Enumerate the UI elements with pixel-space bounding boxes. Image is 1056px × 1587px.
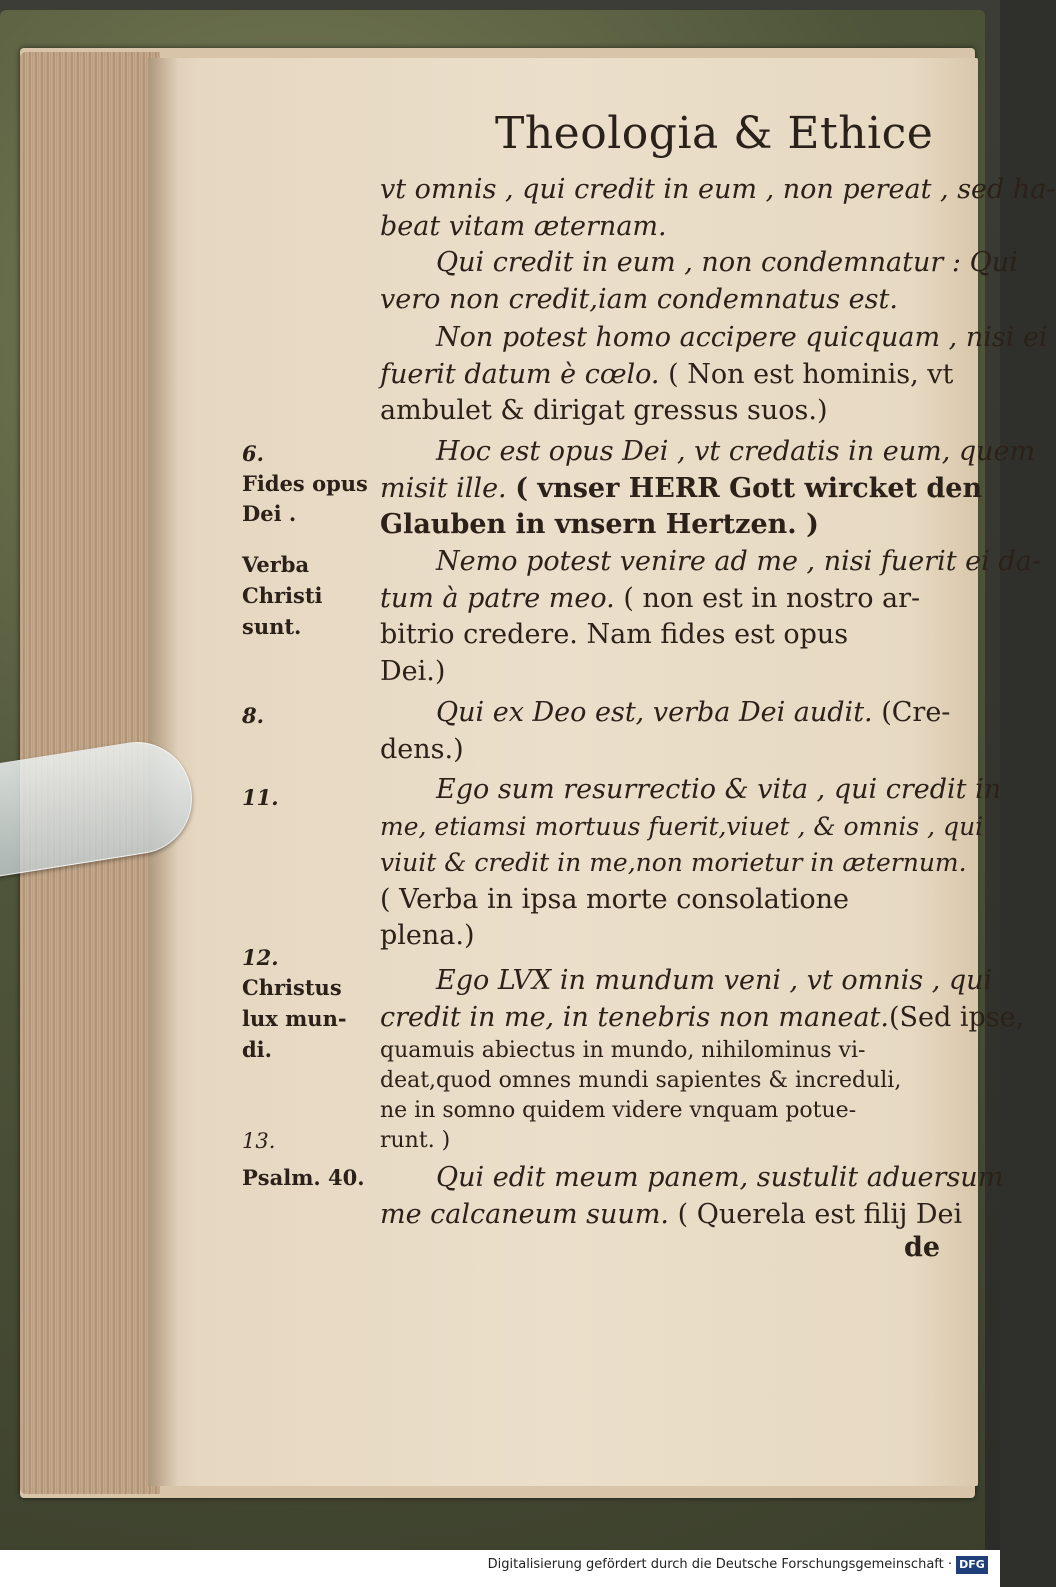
text-line: Ego sum resurrectio & vita , qui credit in [436,774,1002,805]
text-line: beat vitam æternam. [380,210,667,242]
text-line: plena.) [380,920,475,951]
text-line: Dei.) [380,655,446,687]
paragraph [380,320,1048,430]
text-line [380,581,938,618]
text-line: ambulet & dirigat gressus suos.) [380,395,828,426]
margin-note: sunt. [242,614,302,639]
paragraph [380,963,1025,1156]
margin-note: Dei . [242,501,297,526]
text-fragment: ( non est in nostro ar- [623,582,921,614]
paragraph [380,695,951,768]
text-line: Non potest homo accipere quicquam , nisi ei [436,322,1048,353]
margin-number: 12. [242,945,279,970]
text-line: Nemo potest venire ad me , nisi fuerit ei da- [436,546,1041,577]
catchword: de [904,1232,941,1263]
text-line [380,695,951,732]
text-line: Glauben in vnsern Hertzen. ) [380,509,819,540]
paragraph [380,245,1018,318]
paragraph [380,1160,1004,1233]
text-line: Qui edit meum panem, sustulit aduersum [436,1162,1004,1193]
paragraph [380,544,1041,690]
margin-number: 6. [242,441,264,466]
paragraph [380,434,1036,544]
text-fragment: credit in me, in tenebris non maneat. [380,1001,889,1033]
text-fragment: tum à patre meo. [380,582,615,614]
text-fragment: Qui ex Deo est, verba Dei audit. [436,697,873,728]
text-line: dens.) [380,733,464,765]
text-fragment: fuerit datum è cœlo. [380,358,660,390]
running-head: Theologia & Ethice [495,108,934,159]
text-fragment: (Sed ipse, [889,1001,1025,1033]
paragraph [380,172,1056,245]
margin-number: 13. [242,1129,276,1153]
text-line: me, etiamsi mortuus fuerit,viuet , & omnis , qui [380,811,984,841]
text-line: viuit & credit in me,non morietur in æternum. [380,848,967,877]
margin-note: Psalm. 40. [242,1165,365,1190]
text-line [380,471,983,508]
text-line [380,1000,1025,1037]
margin-note: lux mun- [242,1006,347,1031]
paragraph [380,772,1002,955]
text-fragment: ( Non est hominis, vt [668,358,954,390]
text-line: Hoc est opus Dei , vt credatis in eum, quem [436,436,1036,467]
margin-note: Christi [242,583,323,608]
margin-note: Christus [242,975,342,1000]
text-line [380,357,954,394]
dfg-logo: DFG [956,1556,988,1574]
text-fragment: ( Querela est filij Dei [677,1198,963,1230]
text-line: ne in somno quidem videre vnquam potue- [380,1098,857,1123]
text-line: Ego LVX in mundum veni , vt omnis , qui [436,965,993,996]
text-line: ( Verba in ipsa morte consolatione [380,883,849,915]
text-fragment: misit ille. [380,472,507,504]
text-line: vero non credit,iam condemnatus est. [380,283,898,315]
margin-number: 11. [242,785,279,810]
text-line [380,1197,963,1234]
text-line: quamuis abiectus in mundo, nihilominus vi- [380,1038,866,1063]
footer-credit: Digitalisierung gefördert durch die Deutsche Forschungsgemeinschaft · [487,1557,952,1572]
text-line: vt omnis , qui credit in eum , non pereat , sed ha- [380,174,1056,205]
blackletter-fragment: ( vnser HERR Gott wircket den [515,472,983,504]
margin-note: Verba [242,552,310,577]
margin-note: di. [242,1037,272,1062]
text-line: Qui credit in eum , non condemnatur : Qui [436,247,1018,278]
text-fragment: me calcaneum suum. [380,1198,669,1230]
text-line: deat,quod omnes mundi sapientes & increduli, [380,1068,902,1093]
text-line: runt. ) [380,1128,451,1153]
text-line: bitrio credere. Nam fides est opus [380,619,849,650]
margin-number: 8. [242,703,264,728]
text-fragment: (Cre- [881,697,951,728]
margin-note: Fides opus [242,471,368,496]
